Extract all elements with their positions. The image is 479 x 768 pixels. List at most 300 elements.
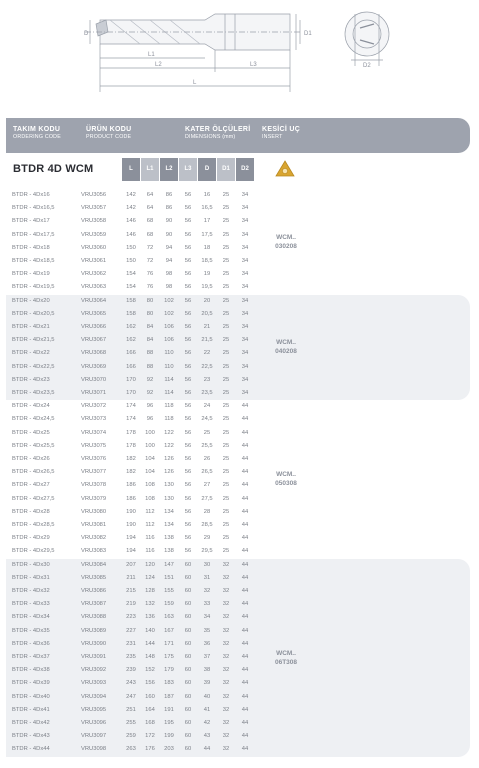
cell-product-code: VRU3063: [81, 284, 107, 291]
cell-l3: 60: [184, 693, 192, 700]
cell-ordering-code: BTDR - 4Dx25: [12, 429, 50, 436]
series-title-row: [6, 158, 470, 182]
cell-l3: 60: [184, 561, 192, 568]
cell-l: 239: [126, 667, 136, 674]
table-row: [6, 519, 266, 532]
cell-l1: 84: [146, 323, 154, 330]
cell-l1: 80: [146, 310, 154, 317]
cell-d1: 25: [222, 482, 230, 489]
cell-d1: 25: [222, 508, 230, 515]
cell-l1: 152: [145, 667, 155, 674]
cell-d: 23: [203, 376, 211, 383]
cell-l2: 138: [164, 535, 174, 542]
cell-l: 227: [126, 627, 136, 634]
cell-l: 146: [126, 218, 136, 225]
cell-ordering-code: BTDR - 4Dx29,5: [12, 548, 55, 555]
cell-product-code: VRU3098: [81, 746, 107, 753]
cell-d1: 32: [222, 667, 230, 674]
table-row: [6, 413, 266, 426]
cell-d1: 25: [222, 323, 230, 330]
dim-label-l2: L2: [155, 62, 162, 68]
cell-l: 162: [126, 323, 136, 330]
cell-d1: 25: [222, 337, 230, 344]
cell-d1: 25: [222, 429, 230, 436]
cell-l2: 191: [164, 706, 174, 713]
cell-l2: 199: [164, 733, 174, 740]
cell-product-code: VRU3093: [81, 680, 107, 687]
cell-d2: 44: [241, 667, 249, 674]
table-row: [6, 440, 266, 453]
table-row: [6, 598, 266, 611]
table-row: [6, 506, 266, 519]
cell-ordering-code: BTDR - 4Dx22: [12, 350, 50, 357]
table-row: [6, 625, 266, 638]
cell-d2: 44: [241, 508, 249, 515]
cell-l3: 56: [184, 218, 192, 225]
cell-l: 231: [126, 640, 136, 647]
column-header-l3: L3: [179, 158, 197, 181]
cell-d2: 44: [241, 429, 249, 436]
cell-d1: 25: [222, 455, 230, 462]
cell-l2: 195: [164, 719, 174, 726]
cell-product-code: VRU3081: [81, 521, 107, 528]
insert-code-label: [269, 649, 303, 667]
cell-d: 25,5: [201, 442, 213, 449]
cell-d: 18,5: [201, 258, 213, 264]
cell-d: 38: [203, 667, 211, 674]
cell-ordering-code: BTDR - 4Dx42: [12, 719, 50, 726]
cell-ordering-code: BTDR - 4Dx44: [12, 746, 50, 753]
cell-l: 219: [126, 601, 136, 608]
column-header-d1: D1: [217, 158, 235, 181]
cell-ordering-code: BTDR - 4Dx19: [12, 271, 50, 278]
cell-ordering-code: BTDR - 4Dx39: [12, 680, 50, 687]
cell-l3: 56: [184, 495, 192, 502]
cell-l: 146: [126, 231, 136, 238]
cell-ordering-code: BTDR - 4Dx24,5: [12, 416, 55, 423]
cell-l: 170: [126, 389, 136, 396]
cell-d: 34: [203, 614, 211, 621]
cell-d1: 25: [222, 350, 230, 357]
cell-l1: 124: [145, 574, 155, 581]
cell-l1: 104: [145, 455, 155, 462]
cell-l1: 96: [146, 403, 154, 410]
cell-l: 251: [126, 706, 136, 713]
cell-l3: 56: [184, 258, 192, 264]
cell-ordering-code: BTDR - 4Dx21,5: [12, 337, 55, 344]
cell-d1: 25: [222, 231, 230, 238]
cell-d1: 25: [222, 495, 230, 502]
table-row: [6, 189, 266, 202]
cell-d2: 44: [241, 521, 249, 528]
cell-ordering-code: BTDR - 4Dx37: [12, 653, 50, 660]
cell-l2: 130: [164, 495, 174, 502]
cell-d2: 44: [241, 548, 249, 555]
cell-d1: 25: [222, 403, 230, 410]
cell-d2: 44: [241, 587, 249, 594]
cell-l2: 167: [164, 627, 174, 634]
cell-l3: 56: [184, 416, 192, 423]
cell-d1: 25: [222, 244, 230, 251]
cell-d: 41: [203, 706, 211, 713]
cell-d: 18: [203, 244, 211, 251]
cell-ordering-code: BTDR - 4Dx17,5: [12, 231, 55, 238]
cell-product-code: VRU3094: [81, 693, 107, 700]
cell-l3: 60: [184, 746, 192, 753]
insert-code-line: WCM..: [276, 471, 296, 479]
cell-l1: 92: [146, 389, 154, 396]
cell-l2: 98: [165, 271, 173, 278]
cell-d2: 34: [241, 297, 249, 304]
cell-d: 21,5: [201, 337, 213, 344]
cell-ordering-code: BTDR - 4Dx24: [12, 403, 50, 410]
cell-l: 211: [126, 574, 136, 581]
cell-product-code: VRU3092: [81, 667, 107, 674]
cell-d2: 44: [241, 574, 249, 581]
cell-l2: 122: [164, 442, 174, 449]
cell-d: 26: [203, 455, 211, 462]
cell-d: 40: [203, 693, 211, 700]
cell-l: 207: [126, 561, 136, 568]
cell-product-code: VRU3065: [81, 310, 107, 317]
table-row: [6, 493, 266, 506]
cell-d1: 25: [222, 192, 230, 198]
cell-ordering-code: BTDR - 4Dx27: [12, 482, 50, 489]
cell-product-code: VRU3076: [81, 455, 107, 462]
cell-l1: 68: [146, 231, 154, 238]
cell-d1: 32: [222, 733, 230, 740]
cell-d2: 34: [241, 258, 249, 264]
cell-d1: 32: [222, 561, 230, 568]
cell-l2: 106: [164, 337, 174, 344]
header-product-code: [86, 126, 131, 140]
cell-l1: 80: [146, 297, 154, 304]
cell-ordering-code: BTDR - 4Dx16,5: [12, 205, 55, 212]
cell-l1: 176: [145, 746, 155, 753]
cell-l3: 56: [184, 310, 192, 317]
cell-l1: 160: [145, 693, 155, 700]
cell-d2: 44: [241, 693, 249, 700]
cell-l2: 118: [164, 416, 174, 423]
cell-l1: 72: [146, 244, 154, 251]
cell-l2: 106: [164, 323, 174, 330]
table-row: [6, 427, 266, 440]
cell-d1: 32: [222, 574, 230, 581]
cell-d2: 44: [241, 746, 249, 753]
cell-l: 194: [126, 548, 136, 555]
cell-l2: 159: [164, 601, 174, 608]
cell-d: 31: [203, 574, 211, 581]
cell-d: 19: [203, 271, 211, 278]
cell-l3: 56: [184, 363, 192, 370]
cell-d1: 32: [222, 746, 230, 753]
cell-d1: 25: [222, 258, 230, 264]
cell-product-code: VRU3064: [81, 297, 107, 304]
cell-l: 247: [126, 693, 136, 700]
cell-d1: 32: [222, 587, 230, 594]
cell-l3: 56: [184, 548, 192, 555]
cell-d: 28: [203, 508, 211, 515]
cell-product-code: VRU3079: [81, 495, 107, 502]
header-dimensions-en: DIMENSIONS (mm): [185, 134, 236, 140]
insert-code-line: WCM..: [276, 649, 296, 657]
cell-d2: 44: [241, 653, 249, 660]
cell-l: 178: [126, 429, 136, 436]
cell-l2: 94: [165, 258, 173, 264]
cell-l: 259: [126, 733, 136, 740]
insert-group: [6, 295, 470, 401]
cell-l: 263: [126, 746, 136, 753]
cell-d1: 25: [222, 389, 230, 396]
cell-product-code: VRU3066: [81, 323, 107, 330]
cell-d: 35: [203, 627, 211, 634]
table-row: [6, 691, 266, 704]
cell-l2: 187: [164, 693, 174, 700]
cell-l: 170: [126, 376, 136, 383]
cell-d2: 44: [241, 403, 249, 410]
cell-l: 174: [126, 403, 136, 410]
series-title: BTDR 4D WCM: [13, 163, 94, 175]
header-tool-code-tr: TAKIM KODU: [13, 126, 61, 133]
table-row: [6, 453, 266, 466]
cell-product-code: VRU3072: [81, 403, 107, 410]
cell-l1: 100: [145, 429, 155, 436]
table-row: [6, 321, 266, 334]
dim-label-l1: L1: [148, 52, 155, 58]
insert-code-label: [269, 470, 303, 488]
cell-l1: 100: [145, 442, 155, 449]
cell-l1: 76: [146, 284, 154, 291]
cell-l3: 60: [184, 640, 192, 647]
cell-product-code: VRU3088: [81, 614, 107, 621]
cell-d2: 34: [241, 284, 249, 291]
cell-d2: 34: [241, 350, 249, 357]
table-row: [6, 532, 266, 545]
cell-d1: 25: [222, 218, 230, 225]
table-row: [6, 361, 266, 374]
cell-l1: 140: [145, 627, 155, 634]
cell-l3: 56: [184, 508, 192, 515]
table-row: [6, 202, 266, 215]
cell-d1: 32: [222, 719, 230, 726]
cell-ordering-code: BTDR - 4Dx27,5: [12, 495, 55, 502]
cell-d2: 34: [241, 205, 249, 212]
cell-l1: 84: [146, 337, 154, 344]
cell-l: 243: [126, 680, 136, 687]
cell-product-code: VRU3090: [81, 640, 107, 647]
cell-l1: 172: [145, 733, 155, 740]
cell-d: 39: [203, 680, 211, 687]
cell-d1: 32: [222, 601, 230, 608]
insert-icon: [275, 160, 295, 180]
table-row: [6, 677, 266, 690]
cell-ordering-code: BTDR - 4Dx23,5: [12, 389, 55, 396]
cell-l3: 60: [184, 680, 192, 687]
cell-l1: 112: [145, 508, 155, 515]
cell-l3: 56: [184, 429, 192, 436]
cell-d1: 25: [222, 297, 230, 304]
cell-l2: 126: [164, 469, 174, 476]
cell-product-code: VRU3096: [81, 719, 107, 726]
cell-l2: 130: [164, 482, 174, 489]
cell-l2: 171: [164, 640, 174, 647]
table-row: [6, 611, 266, 624]
cell-ordering-code: BTDR - 4Dx33: [12, 601, 50, 608]
cell-l: 235: [126, 653, 136, 660]
header-product-code-en: PRODUCT CODE: [86, 134, 132, 140]
cell-l2: 183: [164, 680, 174, 687]
cell-l2: 118: [164, 403, 174, 410]
cell-ordering-code: BTDR - 4Dx16: [12, 192, 50, 198]
cell-d: 44: [203, 746, 211, 753]
cell-d2: 44: [241, 719, 249, 726]
cell-d: 20,5: [201, 310, 213, 317]
insert-code-line: WCM..: [276, 339, 296, 347]
table-row: [6, 308, 266, 321]
cell-product-code: VRU3089: [81, 627, 107, 634]
cell-d2: 44: [241, 535, 249, 542]
cell-l1: 136: [145, 614, 155, 621]
cell-l1: 92: [146, 376, 154, 383]
cell-l1: 88: [146, 363, 154, 370]
cell-l1: 108: [145, 482, 155, 489]
cell-d1: 25: [222, 521, 230, 528]
cell-d2: 44: [241, 640, 249, 647]
table-row: [6, 479, 266, 492]
table-row: [6, 268, 266, 281]
cell-l3: 56: [184, 244, 192, 251]
cell-d1: 25: [222, 416, 230, 423]
column-header-d2: D2: [236, 158, 254, 181]
cell-l2: 102: [164, 310, 174, 317]
cell-l3: 56: [184, 192, 192, 198]
cell-l1: 64: [146, 192, 154, 198]
cell-l1: 120: [145, 561, 155, 568]
cell-product-code: VRU3082: [81, 535, 107, 542]
cell-product-code: VRU3075: [81, 442, 107, 449]
cell-l: 190: [126, 508, 136, 515]
cell-d2: 34: [241, 337, 249, 344]
cell-d1: 25: [222, 376, 230, 383]
cell-l3: 56: [184, 231, 192, 238]
insert-code-label: [269, 233, 303, 251]
cell-d1: 32: [222, 614, 230, 621]
cell-l2: 175: [164, 653, 174, 660]
cell-ordering-code: BTDR - 4Dx43: [12, 733, 50, 740]
cell-d2: 44: [241, 601, 249, 608]
cell-l: 158: [126, 297, 136, 304]
cell-ordering-code: BTDR - 4Dx22,5: [12, 363, 55, 370]
table-row: [6, 572, 266, 585]
cell-d1: 32: [222, 680, 230, 687]
cell-ordering-code: BTDR - 4Dx38: [12, 667, 50, 674]
cell-l3: 60: [184, 614, 192, 621]
header-insert: [262, 126, 300, 140]
cell-l3: 56: [184, 482, 192, 489]
cell-product-code: VRU3056: [81, 192, 107, 198]
cell-ordering-code: BTDR - 4Dx40: [12, 693, 50, 700]
cell-d: 36: [203, 640, 211, 647]
cell-l2: 203: [164, 746, 174, 753]
cell-ordering-code: BTDR - 4Dx17: [12, 218, 50, 225]
cell-ordering-code: BTDR - 4Dx18: [12, 244, 50, 251]
cell-d: 29: [203, 535, 211, 542]
cell-l1: 164: [145, 706, 155, 713]
cell-d2: 44: [241, 706, 249, 713]
cell-d: 16: [203, 192, 211, 198]
header-product-code-tr: ÜRÜN KODU: [86, 126, 132, 133]
cell-l3: 60: [184, 574, 192, 581]
cell-l: 150: [126, 258, 136, 264]
cell-l2: 126: [164, 455, 174, 462]
cell-l3: 56: [184, 469, 192, 476]
cell-l2: 138: [164, 548, 174, 555]
cell-l: 162: [126, 337, 136, 344]
cell-d1: 25: [222, 535, 230, 542]
cell-ordering-code: BTDR - 4Dx31: [12, 574, 50, 581]
cell-d2: 44: [241, 495, 249, 502]
insert-group: [6, 189, 470, 295]
header-tool-code-en: ORDERING CODE: [13, 134, 61, 140]
cell-l2: 134: [164, 521, 174, 528]
cell-l1: 76: [146, 271, 154, 278]
cell-d2: 44: [241, 442, 249, 449]
cell-d1: 25: [222, 469, 230, 476]
cell-d2: 44: [241, 733, 249, 740]
cell-product-code: VRU3073: [81, 416, 107, 423]
cell-l3: 60: [184, 667, 192, 674]
table-row: [6, 638, 266, 651]
column-header-l2: L2: [160, 158, 178, 181]
cell-l2: 90: [165, 218, 173, 225]
cell-l3: 60: [184, 706, 192, 713]
cell-product-code: VRU3091: [81, 653, 107, 660]
table-row: [6, 400, 266, 413]
cell-l: 255: [126, 719, 136, 726]
cell-d1: 32: [222, 693, 230, 700]
cell-l2: 134: [164, 508, 174, 515]
insert-code-line: WCM..: [276, 233, 296, 241]
header-dimensions: [185, 126, 251, 140]
cell-l3: 56: [184, 442, 192, 449]
cell-l: 142: [126, 192, 136, 198]
cell-ordering-code: BTDR - 4Dx25,5: [12, 442, 55, 449]
cell-l1: 72: [146, 258, 154, 264]
cell-d2: 44: [241, 614, 249, 621]
cell-l: 174: [126, 416, 136, 423]
cell-product-code: VRU3086: [81, 587, 107, 594]
cell-product-code: VRU3084: [81, 561, 107, 568]
cell-d: 24,5: [201, 416, 213, 423]
cell-d: 24: [203, 403, 211, 410]
cell-d2: 34: [241, 271, 249, 278]
cell-d: 32: [203, 587, 211, 594]
cell-d1: 25: [222, 205, 230, 212]
table-row: [6, 255, 266, 268]
cell-ordering-code: BTDR - 4Dx21: [12, 323, 50, 330]
insert-code-line: 040208: [275, 348, 297, 356]
cell-d: 21: [203, 323, 211, 330]
cell-l2: 155: [164, 587, 174, 594]
cell-l1: 116: [145, 535, 155, 542]
cell-d1: 25: [222, 363, 230, 370]
cell-l: 186: [126, 482, 136, 489]
cell-product-code: VRU3078: [81, 482, 107, 489]
cell-l: 166: [126, 363, 136, 370]
cell-d: 22: [203, 350, 211, 357]
cell-product-code: VRU3068: [81, 350, 107, 357]
cell-d2: 44: [241, 469, 249, 476]
